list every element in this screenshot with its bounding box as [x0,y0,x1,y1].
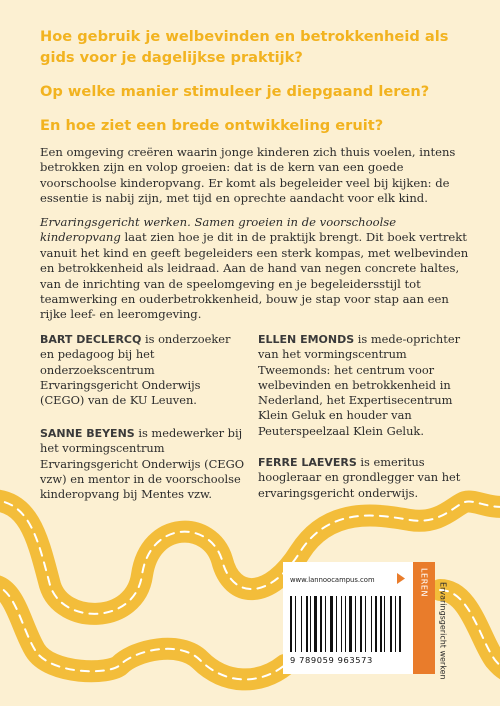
barcode-bar [353,596,354,652]
road-fill-right [440,590,500,672]
barcode-bar [303,596,305,652]
spine-title: Ervaringsgericht werken [438,582,448,680]
barcode-bar [384,596,385,652]
author-name: ELLEN EMONDS [258,333,355,346]
barcode-bar [380,596,382,652]
author-name: BART DECLERCQ [40,333,142,346]
barcode-bar [341,596,342,652]
barcode-bar [371,596,372,652]
barcode-bar [309,596,310,652]
barcode-bar [383,596,384,652]
barcode-bar [345,596,347,652]
barcode-bar [312,596,313,652]
question-2: Op welke manier stimuleer je diepgaand leren? [40,83,430,100]
barcode-bar [297,596,300,652]
isbn-number: 9 789059 963573 [290,655,373,665]
barcode-panel [283,562,413,674]
barcode [290,596,402,652]
barcode-bar [306,596,308,652]
barcode-bar [390,596,392,652]
author-bio-text: is mede-oprichter van het vormingscentrum Tweemonds: het centrum voor welbevinden en betrokkenheid in Nederland, het Expertisecentrum Klein Geluk en houder van Peuterspeelzaal Klein Geluk. [258,332,461,438]
barcode-bar [357,596,359,652]
barcode-bar [347,596,348,652]
barcode-bar [293,596,294,652]
barcode-bar [318,596,319,652]
barcode-bar [360,596,362,652]
barcode-bar [325,596,326,652]
book-title: Ervaringsgericht werken. Samen groeien in de voorschoolse kinderopvang [40,215,397,245]
barcode-bar [378,596,379,652]
barcode-bar [301,596,302,652]
barcode-bar [363,596,364,652]
barcode-bar [365,596,366,652]
barcode-bar [320,596,322,652]
intro-paragraph: Een omgeving creëren waarin jonge kinderen zich thuis voelen, intens betrokken zijn en volop groeien: dat is de kern van een goede voorschoolse kinderopvang. Er komt als begeleider veel bij kijken: de essentie is nabij zijn, met tijd en oprechte aandacht voor elk kind. [40,145,456,206]
barcode-bar [397,596,398,652]
barcode-bar [393,596,394,652]
question-3: En hoe ziet een brede ontwikkeling eruit? [40,117,384,134]
author-bio-text: is emeritus hoogleraar en grondlegger van het ervaringsgericht onderwijs. [258,455,461,500]
barcode-bar [395,596,396,652]
question-1: Hoe gebruik je welbevinden en betrokkenheid als gids voor je dagelijkse praktijk? [40,28,449,66]
barcode-bar [386,596,389,652]
barcode-bar [343,596,344,652]
barcode-bar [290,596,292,652]
barcode-bar [310,596,311,652]
description-text: laat zien hoe je dit in de praktijk brengt. Dit boek vertrekt vanuit het kind en geeft begeleiders een sterk kompas, met welbevinden en betrokkenheid als leidraad. Aan de hand van negen concrete haltes, van de inrichting van de speelomgeving en je begeleidersstijl tot teamwerking en ouderbetrokkenheid, bouw je stap voor stap aan een rijke leef- en leeromgeving. [40,230,469,322]
publisher-url: www.lannoocampus.com [290,576,375,584]
publisher-logo-icon [397,573,405,584]
barcode-bar [399,596,401,652]
series-text: LEREN [419,568,429,598]
author-name: FERRE LAEVERS [258,456,357,469]
barcode-bar [375,596,377,652]
barcode-bar [373,596,374,652]
barcode-bar [330,596,333,652]
barcode-bar [327,596,329,652]
barcode-bar [349,596,352,652]
author-bio-text: is medewerker bij het vormingscentrum Ervaringsgericht Onderwijs (CEGO vzw) en mentor in de voorschoolse kinderopvang bij Mentes vzw. [40,426,245,502]
author-bio-text: is onderzoeker en pedagoog bij het onderzoekscentrum Ervaringsgericht Onderwijs (CEGO) van de KU Leuven. [40,332,231,408]
author-name: SANNE BEYENS [40,427,135,440]
barcode-bar [295,596,296,652]
barcode-bar [336,596,337,652]
barcode-bar [334,596,335,652]
barcode-bar [355,596,356,652]
series-label [413,562,435,674]
barcode-bar [314,596,317,652]
barcode-bar [367,596,370,652]
barcode-bar [338,596,340,652]
barcode-bar [323,596,324,652]
